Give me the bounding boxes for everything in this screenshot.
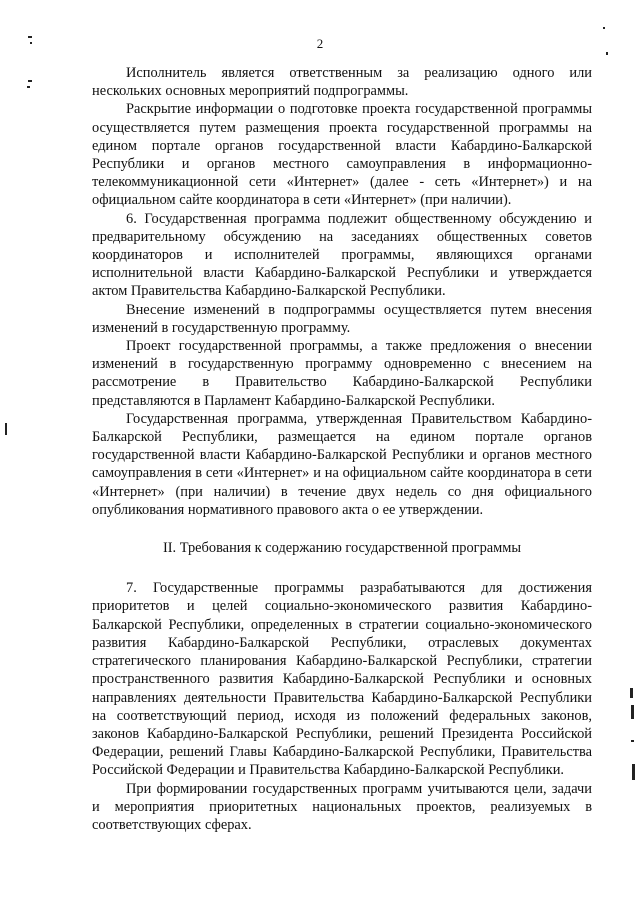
scan-mark — [631, 740, 634, 742]
scan-mark — [5, 423, 7, 435]
paragraph: Раскрытие информации о подготовке проекта государственной программы осуществляется путем размещения проекта государственной программы на едином портале органов государственной власти Кабардино-Балкарской Республики и органов местного самоуправления в информационно-телекоммуникационной сети «Интернет» (далее - сеть «Интернет») и на официальном сайте координатора в сети «Интернет» (при наличии). — [92, 101, 592, 209]
paragraph: Внесение изменений в подпрограммы осуществляется путем внесения изменений в государственную программу. — [92, 301, 592, 336]
scan-mark — [632, 764, 635, 780]
section-heading: II. Требования к содержанию государственной программы — [162, 540, 522, 557]
scan-mark — [606, 52, 608, 55]
scan-mark — [630, 688, 633, 698]
page-number: 2 — [316, 36, 324, 51]
paragraph: Исполнитель является ответственным за реализацию одного или нескольких основных мероприятий подпрограммы. — [92, 65, 592, 100]
scan-mark — [603, 27, 605, 29]
paragraph: Проект государственной программы, а также предложения о внесении изменений в государственную программу одновременно с внесением на рассмотрение в Правительство Кабардино-Балкарской Республики представляются в Парламент Кабардино-Балкарской Республики. — [92, 338, 592, 409]
paragraph: При формировании государственных программ учитываются цели, задачи и мероприятия приоритетных национальных проектов, реализуемых в соответствующих сферах. — [92, 780, 592, 833]
scan-mark — [27, 86, 30, 88]
paragraph: 7. Государственные программы разрабатываются для достижения приоритетов и целей социально-экономического развития Кабардино-Балкарской Республики, определенных в стратегии социально-экономического развития Кабардино-Балкарской Республики, отраслевых документах стратегического планирования Кабардино-Балкарской Республики, стратегии пространственного развития Кабардино-Балкарской Республики и основных направлениях деятельности Правительства Кабардино-Балкарской Республики на соответствующий период, исходя из положений федеральных законов, законов Кабардино-Балкарской Республики, решений Президента Российской Федерации, решений Главы Кабардино-Балкарской Республики, Правительства Российской Федерации и Правительства Кабардино-Балкарской Республики. — [92, 580, 592, 779]
scan-mark — [631, 705, 634, 719]
paragraph: Государственная программа, утвержденная Правительством Кабардино-Балкарской Республики, размещается на едином портале органов государственной власти Кабардино-Балкарской Республики и органов местного самоуправления в сети «Интернет» и на официальном сайте координатора в сети «Интернет» (при наличии) в течение двух недель со дня официального опубликования нормативного правового акта о ее утверждении. — [92, 410, 592, 518]
scan-mark — [28, 80, 32, 82]
paragraph: 6. Государственная программа подлежит общественному обсуждению и предварительному обсуждению на заседаниях общественных советов координаторов и исполнителей программы, являющихся органами исполнительной власти Кабардино-Балкарской Республики и утверждается актом Правительства Кабардино-Балкарской Республики. — [92, 210, 592, 300]
document-body — [92, 64, 592, 834]
